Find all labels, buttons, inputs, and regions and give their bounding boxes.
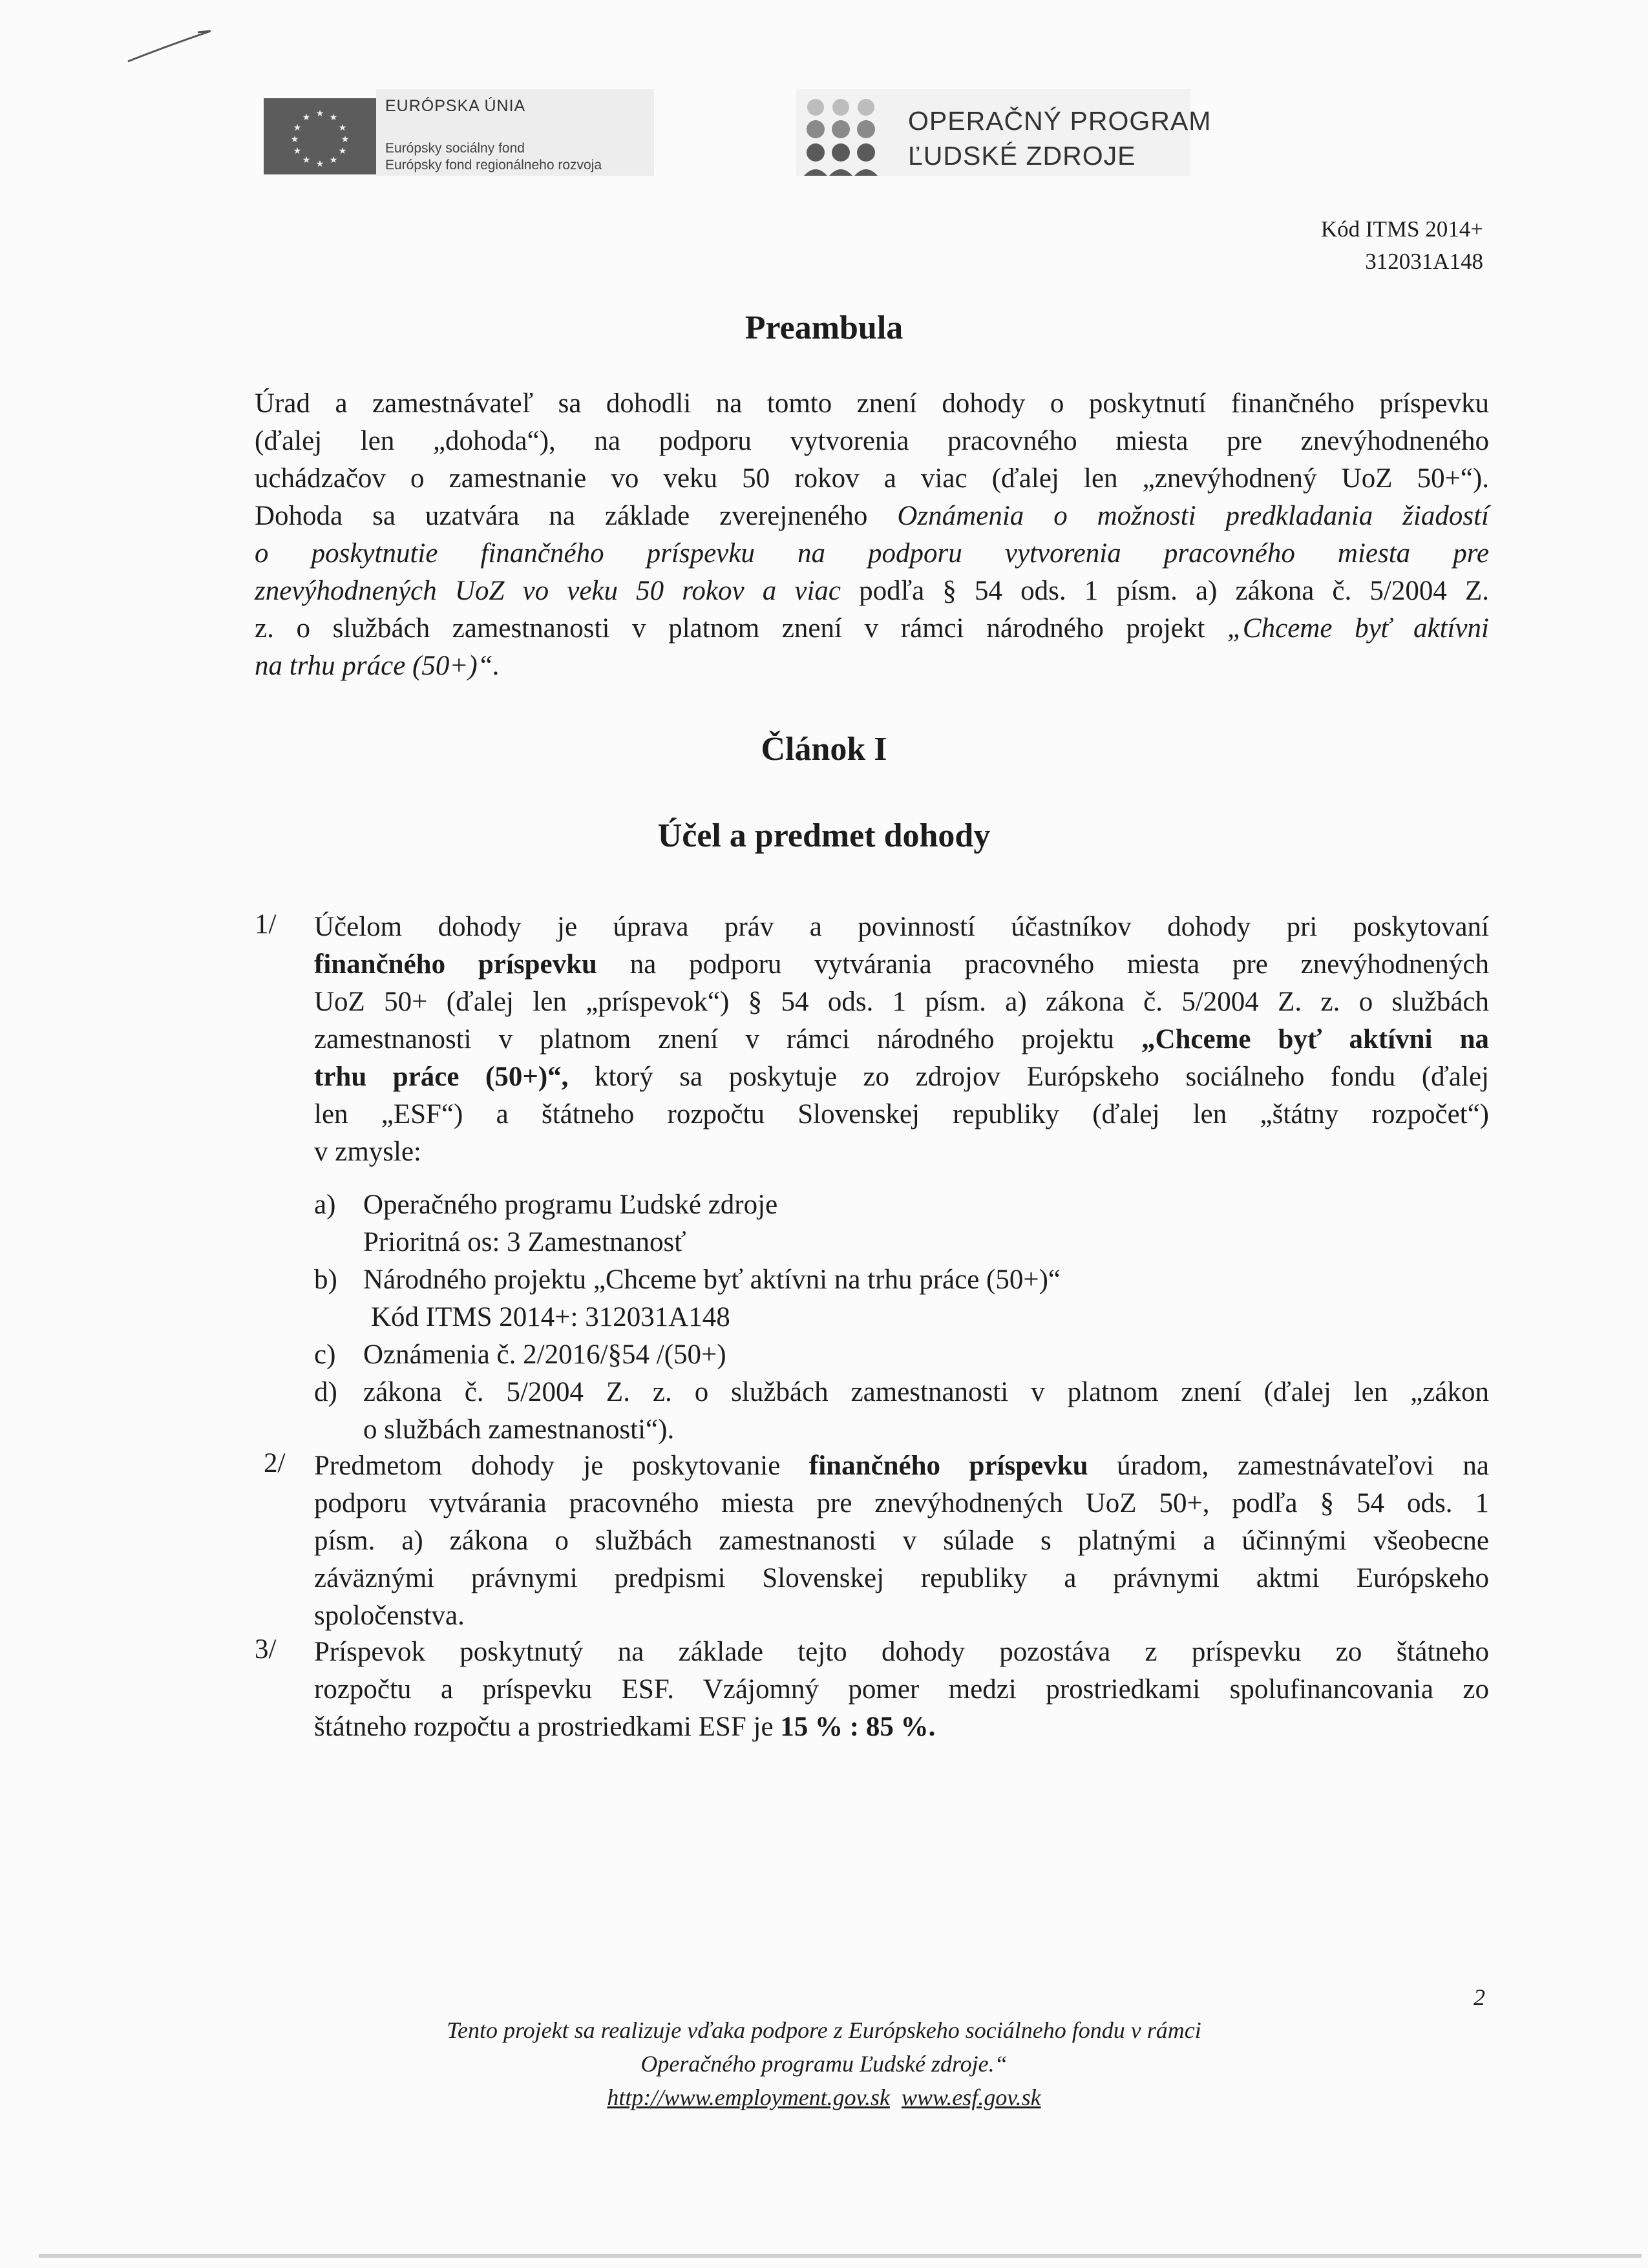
footer-links	[0, 2081, 1648, 2114]
itms-value: 312031A148	[1365, 249, 1483, 274]
itms-code	[1321, 213, 1483, 278]
svg-text:★: ★	[290, 134, 299, 145]
subitem-line: Národného projektu „Chceme byť aktívni na trhu práce (50+)“	[363, 1265, 1061, 1295]
item-2-line: spoločenstva.	[314, 1601, 465, 1631]
svg-text:★: ★	[293, 123, 302, 133]
article-heading: Článok I	[761, 731, 887, 768]
preambula-line: o poskytnutie finančného príspevku na podporu vytvorenia pracovného miesta pre	[255, 538, 1489, 569]
preambula-line: z. o službách zamestnanosti v platnom znení v rámci národného projekt „Chceme byť aktívni	[255, 613, 1490, 644]
item-1-line: len „ESF“) a štátneho rozpočtu Slovenskej republiky (ďalej len „štátny rozpočet“)	[314, 1099, 1489, 1129]
preambula-heading: Preambula	[745, 310, 903, 346]
subitem-line: Prioritná os: 3 Zamestnanosť	[363, 1227, 686, 1257]
svg-text:★: ★	[315, 109, 324, 119]
svg-text:★: ★	[338, 146, 347, 156]
esf-link[interactable]: www.esf.gov.sk	[901, 2084, 1041, 2110]
item-2-line: podporu vytvárania pracovného miesta pre znevýhodnených UoZ 50+, podľa § 54 ods. 1	[314, 1488, 1489, 1518]
item-3-line: rozpočtu a príspevku ESF. Vzájomný pomer medzi prostriedkami spolufinancovania zo	[314, 1674, 1489, 1705]
subitem-line: Operačného programu Ľudské zdroje	[363, 1190, 778, 1220]
op-title-line2: ĽUDSKÉ ZDROJE	[908, 141, 1136, 171]
preambula-text	[255, 385, 1489, 685]
item-3-line: štátneho rozpočtu a prostriedkami ESF je 15 % : 85 %.	[314, 1712, 936, 1742]
item-1-line: trhu práce (50+)“, ktorý sa poskytuje zo zdrojov Európskeho sociálneho fondu (ďalej	[314, 1062, 1489, 1092]
op-people-logo	[796, 96, 885, 176]
subitem-b	[314, 1261, 1489, 1336]
svg-text:★: ★	[329, 112, 338, 123]
item-1-line: v zmysle:	[314, 1137, 421, 1167]
eu-social-fund: Európsky sociálny fond	[385, 141, 525, 156]
subitem-line: Kód ITMS 2014+: 312031A148	[371, 1302, 730, 1332]
pen-scribble	[127, 26, 217, 65]
item-1-line: Účelom dohody je úprava práv a povinností účastníkov dohody pri poskytovaní	[314, 912, 1489, 942]
itms-label: Kód ITMS 2014+	[1320, 216, 1483, 242]
svg-text:★: ★	[315, 159, 324, 169]
item-1-text	[314, 908, 1489, 1171]
article-subheading: Účel a predmet dohody	[657, 817, 991, 854]
subitem-label: a)	[314, 1190, 336, 1220]
item-2-text	[314, 1447, 1489, 1635]
item-2-line: záväznými právnymi predpismi Slovenskej republiky a právnymi aktmi Európskeho	[314, 1563, 1489, 1593]
footer	[0, 2013, 1648, 2114]
item-2-line: písm. a) zákona o službách zamestnanosti v súlade s platnými a účinnými všeobecne	[314, 1526, 1489, 1556]
subitem-d	[314, 1374, 1489, 1449]
item-3-number: 3/	[255, 1634, 277, 1664]
item-1-sublist	[314, 1186, 1489, 1449]
svg-text:★: ★	[302, 112, 311, 123]
svg-text:★: ★	[329, 155, 338, 165]
item-2-line: Predmetom dohody je poskytovanie finančného príspevku úradom, zamestnávateľovi na	[314, 1451, 1489, 1481]
item-1-number: 1/	[255, 909, 277, 940]
eu-title: EURÓPSKA ÚNIA	[385, 97, 526, 115]
svg-text:★: ★	[338, 123, 347, 133]
item-1-line: UoZ 50+ (ďalej len „príspevok“) § 54 ods. 1 písm. a) zákona č. 5/2004 Z. z. o službách	[314, 987, 1489, 1017]
svg-text:★: ★	[341, 134, 350, 145]
preambula-line: (ďalej len „dohoda“), na podporu vytvorenia pracovného miesta pre znevýhodneného	[255, 426, 1489, 456]
eu-regional-fund: Európsky fond regionálneho rozvoja	[385, 158, 602, 173]
scan-edge-line	[39, 2254, 1642, 2258]
subitem-c	[314, 1336, 1489, 1374]
preambula-line: uchádzačov o zamestnanie vo veku 50 rokov a viac (ďalej len „znevýhodnený UoZ 50+“).	[255, 463, 1489, 494]
subitem-line: zákona č. 5/2004 Z. z. o službách zamestnanosti v platnom znení (ďalej len „zákon	[363, 1377, 1489, 1407]
employment-link[interactable]: http://www.employment.gov.sk	[607, 2084, 890, 2110]
item-1-line: zamestnanosti v platnom znení v rámci národného projektu „Chceme byť aktívni na	[314, 1024, 1489, 1055]
preambula-line: Dohoda sa uzatvára na základe zverejneného Oznámenia o možnosti predkladania žiadostí	[255, 501, 1490, 531]
footer-line2: Operačného programu Ľudské zdroje.“	[640, 2051, 1008, 2077]
subitem-label: b)	[314, 1265, 337, 1295]
svg-text:★: ★	[293, 146, 302, 156]
svg-text:★: ★	[302, 155, 311, 165]
op-title	[908, 103, 1211, 173]
eu-stars-icon	[264, 98, 376, 174]
page-number: 2	[1474, 1984, 1485, 2010]
subitem-a	[314, 1186, 1489, 1261]
eu-flag-logo	[264, 98, 376, 174]
op-title-line1: OPERAČNÝ PROGRAM	[908, 106, 1212, 136]
item-3-line: Príspevok poskytnutý na základe tejto dohody pozostáva z príspevku zo štátneho	[314, 1637, 1489, 1667]
preambula-line: znevýhodnených UoZ vo veku 50 rokov a viac podľa § 54 ods. 1 písm. a) zákona č. 5/2004 Z.	[255, 576, 1490, 606]
footer-line1: Tento projekt sa realizuje vďaka podpore z Európskeho sociálneho fondu v rámci	[447, 2017, 1201, 2043]
preambula-line: Úrad a zamestnávateľ sa dohodli na tomto znení dohody o poskytnutí finančného príspevku	[255, 388, 1489, 419]
subitem-line: o službách zamestnanosti“).	[363, 1414, 675, 1445]
preambula-line: na trhu práce (50+)“.	[255, 651, 500, 681]
subitem-label: d)	[314, 1377, 337, 1407]
item-2-number: 2/	[264, 1448, 286, 1478]
item-3-text	[314, 1633, 1489, 1746]
item-1-line: finančného príspevku na podporu vytvárania pracovného miesta pre znevýhodnených	[314, 949, 1489, 980]
subitem-label: c)	[314, 1339, 336, 1370]
subitem-line: Oznámenia č. 2/2016/§54 /(50+)	[363, 1339, 726, 1370]
